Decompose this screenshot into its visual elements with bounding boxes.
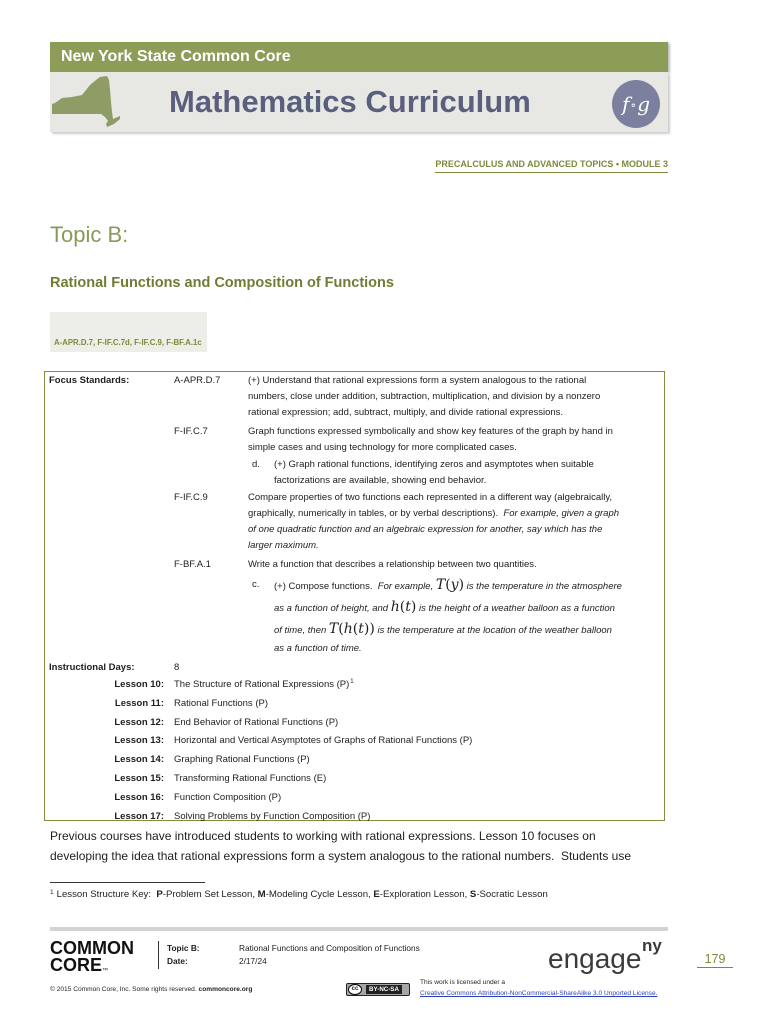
- text-segment: -Problem Set Lesson,: [162, 889, 258, 900]
- math-paren: ): [369, 621, 375, 637]
- italic-text: of one quadratic function and an algebraic expression for another, say which has the: [248, 524, 603, 535]
- lesson-title: Horizontal and Vertical Asymptotes of Graphs of Rational Functions (P): [174, 735, 473, 747]
- text-segment: factorizations are available, showing end behavior.: [274, 475, 487, 486]
- label-cell: [45, 424, 174, 489]
- curriculum-title-box: [50, 72, 668, 132]
- focus-standard-row: [45, 490, 664, 554]
- footer-divider-bar: [50, 927, 668, 931]
- text-line: [274, 597, 622, 619]
- footer-vertical-divider: [158, 941, 159, 969]
- lesson-row: [45, 714, 664, 733]
- text-line: [248, 506, 664, 522]
- standards-summary-box: [50, 312, 207, 352]
- footer-date-label: Date:: [167, 956, 188, 966]
- lesson-row: [45, 751, 664, 770]
- logo-outer-function: f: [621, 92, 630, 116]
- math-variable: T: [328, 621, 339, 637]
- lesson-title: The Structure of Rational Expressions (P): [174, 679, 350, 690]
- standard-description: [248, 557, 664, 657]
- text-segment: -Exploration Lesson,: [379, 889, 470, 900]
- lesson-title: Rational Functions (P): [174, 697, 268, 709]
- text-line: [57, 889, 548, 901]
- italic-text: of time, then: [274, 625, 329, 636]
- text-line: [248, 405, 664, 421]
- italic-text: is the temperature in the atmosphere: [464, 581, 622, 592]
- sub-standard: [252, 457, 664, 489]
- module-label: PRECALCULUS AND ADVANCED TOPICS • MODULE 3: [435, 157, 668, 173]
- lesson-title-cell: [174, 789, 281, 808]
- logo-compose-operator: ∘: [630, 98, 637, 112]
- label-cell: [45, 490, 174, 554]
- footer-topic-value: Rational Functions and Composition of Functions: [239, 943, 420, 953]
- math-paren: (: [338, 621, 344, 637]
- math-paren: ): [363, 621, 370, 637]
- focus-standards-list: [45, 373, 664, 657]
- standard-description: [248, 490, 664, 554]
- footnote: [50, 889, 548, 901]
- common-core-logo-line1: COMMON: [50, 938, 134, 958]
- text-segment: Compare properties of two functions each represented in a different way (algebraically,: [248, 492, 613, 503]
- topic-heading: Topic B:: [50, 222, 129, 247]
- math-variable: h: [343, 621, 353, 637]
- page-number: 179: [697, 951, 733, 968]
- text-segment: numbers, close under addition, subtraction, multiplication, and division by a nonzero: [248, 391, 601, 402]
- lesson-number-label: Lesson 16:: [114, 791, 164, 803]
- italic-text: is the temperature at the location of the weather balloon: [374, 625, 612, 636]
- paragraph-line: developing the idea that rational expressions form a system analogous to the rational numbers. Students use: [50, 849, 632, 863]
- sub-standard: [252, 575, 664, 657]
- italic-text: For example, given a graph: [503, 508, 620, 519]
- sub-standard-marker: d.: [252, 459, 260, 470]
- engageny-logo-superscript: ny: [642, 936, 662, 955]
- math-paren: (: [352, 621, 359, 637]
- intro-paragraph: [50, 826, 631, 866]
- lesson-title-cell: [174, 808, 370, 827]
- math-paren: (: [445, 577, 451, 593]
- lesson-title-cell: [174, 751, 310, 770]
- lesson-number-label: Lesson 11:: [114, 697, 164, 709]
- function-composition-logo-icon: [612, 80, 660, 128]
- math-variable: t: [405, 599, 411, 615]
- sub-standard-text: [274, 575, 622, 657]
- topic-overview-table: [44, 371, 665, 821]
- lesson-number-label: Lesson 17:: [114, 810, 164, 822]
- engageny-logo-text: engage: [548, 943, 642, 974]
- text-segment: Lesson Structure Key:: [56, 889, 157, 900]
- label-cell: [45, 557, 174, 657]
- common-core-logo-word: CORE: [50, 955, 103, 975]
- standard-code: A-APR.D.7: [174, 375, 221, 386]
- lesson-title: Transforming Rational Functions (E): [174, 772, 327, 784]
- paragraph-line: Previous courses have introduced students to working with rational expressions. Lesson 10 focuses on: [50, 829, 596, 843]
- license-intro: This work is licensed under a: [420, 979, 506, 986]
- copyright-site: commoncore.org: [198, 986, 253, 993]
- lesson-number-label: Lesson 14:: [114, 754, 164, 766]
- bold-text: S: [469, 889, 477, 900]
- lesson-list: [45, 676, 664, 826]
- lesson-number-label: Lesson 15:: [114, 772, 164, 784]
- focus-standards-label: Focus Standards:: [49, 375, 130, 386]
- italic-text: as a function of time.: [274, 643, 362, 654]
- math-variable: h: [390, 599, 400, 615]
- footnote-text: [57, 889, 548, 901]
- sub-standard-marker: c.: [252, 579, 260, 590]
- math-variable: T: [435, 577, 446, 593]
- text-segment: simple cases and using technology for more complicated cases.: [248, 442, 517, 453]
- new-york-state-icon: [52, 76, 120, 128]
- focus-standard-row: [45, 557, 664, 657]
- bold-text: P: [156, 889, 163, 900]
- italic-text: as a function of height, and: [274, 603, 391, 614]
- math-variable: t: [358, 621, 364, 637]
- footer-date-value: 2/17/24: [239, 956, 267, 966]
- license-terms-label: BY-NC-SA: [366, 985, 402, 994]
- standards-summary: A-APR.D.7, F-IF.C.7d, F-IF.C.9, F-BF.A.1c: [54, 338, 202, 347]
- lesson-title: End Behavior of Rational Functions (P): [174, 716, 339, 728]
- italic-text: For example,: [377, 581, 436, 592]
- lesson-title-cell: [174, 732, 472, 751]
- lesson-row: [45, 770, 664, 789]
- text-line: [248, 424, 664, 440]
- lesson-title-cell: [174, 770, 326, 789]
- footnote-divider: [50, 882, 205, 883]
- focus-standard-row: [45, 424, 664, 489]
- instructional-days-row: [45, 660, 664, 676]
- standard-description: [248, 373, 664, 421]
- standard-code: F-IF.C.7: [174, 426, 208, 437]
- standard-code: F-BF.A.1: [174, 559, 211, 570]
- text-line: [248, 389, 664, 405]
- text-line: [274, 641, 622, 657]
- bold-text: E: [373, 889, 380, 900]
- text-line: [248, 538, 664, 554]
- license-link[interactable]: Creative Commons Attribution-NonCommercial-ShareAlike 3.0 Unported License.: [420, 990, 658, 997]
- text-segment: graphically, numerically in tables, or by verbal descriptions).: [248, 508, 504, 519]
- text-segment: -Modeling Cycle Lesson,: [265, 889, 374, 900]
- lesson-row: [45, 676, 664, 695]
- text-line: [248, 522, 664, 538]
- copyright-text: © 2015 Common Core, Inc. Some rights reserved.: [50, 986, 199, 993]
- common-core-logo-line2: [50, 957, 108, 980]
- math-paren: ): [458, 577, 465, 593]
- lesson-number-label: Lesson 12:: [114, 716, 164, 728]
- standard-description: [248, 424, 664, 489]
- lesson-title: Solving Problems by Function Composition (P): [174, 810, 371, 822]
- trademark-mark: ™: [102, 968, 109, 974]
- lesson-row: [45, 695, 664, 714]
- curriculum-title: Mathematics Curriculum: [169, 84, 531, 119]
- copyright-notice: [50, 985, 252, 995]
- text-segment: (+) Understand that rational expressions form a system analogous to the rational: [248, 375, 587, 386]
- lesson-title-cell: [174, 714, 338, 733]
- math-paren: (: [399, 599, 406, 615]
- text-line: [274, 575, 622, 597]
- text-segment: (+) Compose functions.: [274, 581, 378, 592]
- text-segment: (+) Graph rational functions, identifying zeros and asymptotes when suitable: [274, 459, 594, 470]
- text-segment: Write a function that describes a relationship between two quantities.: [248, 559, 537, 570]
- lesson-title-cell: [174, 676, 354, 695]
- math-variable: y: [450, 577, 459, 593]
- sub-standard-text: [274, 457, 594, 489]
- lesson-row: [45, 789, 664, 808]
- text-segment: rational expression; add, subtract, multiply, and divide rational expressions.: [248, 407, 564, 418]
- lesson-row: [45, 732, 664, 751]
- topic-title: Rational Functions and Composition of Functions: [50, 275, 394, 291]
- text-line: [248, 557, 664, 573]
- text-line: [274, 457, 594, 473]
- lesson-title-cell: [174, 695, 268, 714]
- text-line: [248, 440, 664, 456]
- lesson-title: Function Composition (P): [174, 791, 282, 803]
- lesson-number-label: Lesson 10:: [114, 679, 164, 690]
- focus-standard-row: [45, 373, 664, 421]
- text-line: [274, 473, 594, 489]
- cc-circle-icon: cc: [348, 984, 362, 995]
- italic-text: larger maximum.: [248, 540, 319, 551]
- lesson-title: Graphing Rational Functions (P): [174, 754, 310, 766]
- bold-text: M: [257, 889, 266, 900]
- text-line: [248, 373, 664, 389]
- math-paren: ): [410, 599, 417, 615]
- header-banner: New York State Common Core: [50, 42, 668, 72]
- text-line: [274, 619, 622, 641]
- text-segment: Graph functions expressed symbolically and show key features of the graph by hand in: [248, 426, 613, 437]
- footnote-marker: 1: [50, 889, 54, 896]
- lesson-number-label: Lesson 13:: [114, 735, 164, 747]
- italic-text: is the height of a weather balloon as a function: [416, 603, 615, 614]
- lesson-row: [45, 808, 664, 827]
- instructional-days-label: Instructional Days:: [49, 662, 135, 673]
- footer-topic-label: Topic B:: [167, 943, 200, 953]
- creative-commons-icon: [346, 983, 410, 996]
- text-line: [248, 490, 664, 506]
- instructional-days-value: 8: [174, 662, 180, 673]
- footnote-reference: 1: [350, 679, 354, 685]
- logo-inner-function: g: [637, 92, 651, 116]
- text-segment: -Socratic Lesson: [476, 889, 548, 900]
- standard-code: F-IF.C.9: [174, 492, 208, 503]
